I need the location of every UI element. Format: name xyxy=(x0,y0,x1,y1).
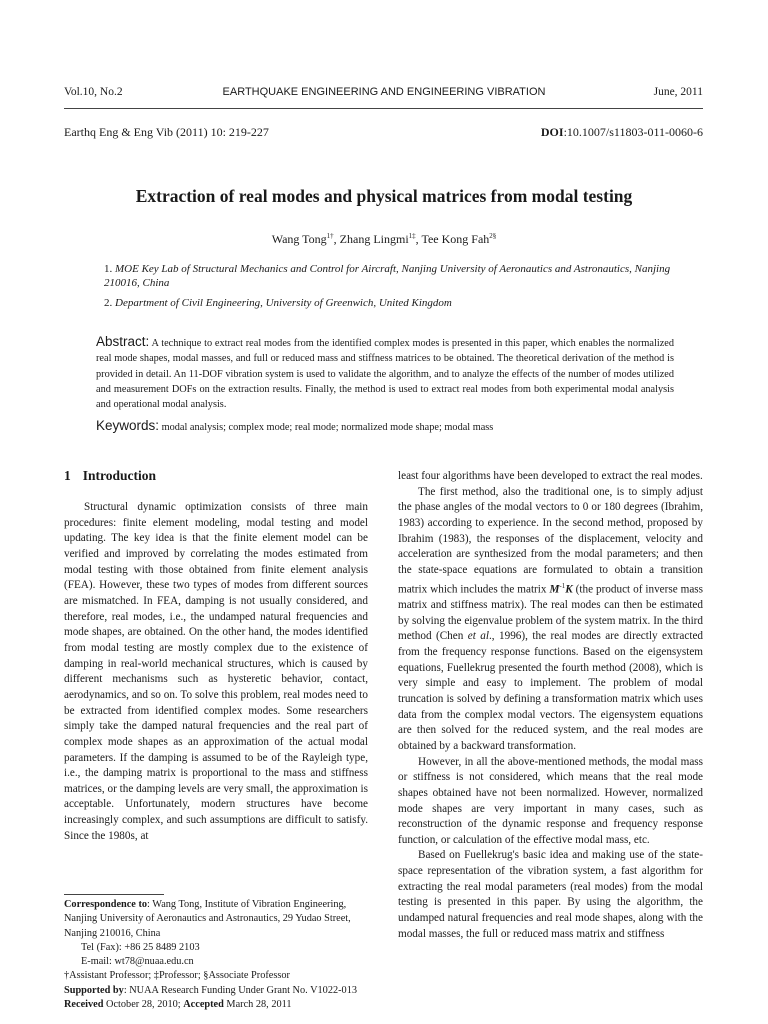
affiliation-text: Department of Civil Engineering, University of Greenwich, United Kingdom xyxy=(115,297,452,309)
tel: Tel (Fax): +86 25 8489 2103 xyxy=(81,941,200,953)
correspondence-text: : Wang Tong, Institute of Vibration Engineering, Nanjing University of Aeronautics and Astronautics, 29 Yudao Street, Nanjing 210016, China xyxy=(64,899,351,939)
dates xyxy=(64,998,368,1012)
section-number: 1 xyxy=(64,468,71,483)
author-mark: 1† xyxy=(326,232,334,240)
funding-text: : NUAA Research Funding Under Grant No. V1022-013 xyxy=(123,984,357,996)
matrix-exponent: -1 xyxy=(559,581,566,590)
journal-volume: Vol.10, No.2 xyxy=(64,86,123,98)
paragraph: Structural dynamic optimization consists of three main procedures: finite element modeling, modal testing and model updating. The key idea is that the finite element model can be verified and improved by correlating the modes estimated from modal testing with those obtained from finite element analysis (FEA). However, these two types of modes from different sources are mismatched. In FEA, damping is not usually considered, and therefore, real modes, i.e., the undamped natural frequencies and mode shapes, are obtained. On the other hand, the modes identified from modal testing are mostly complex due to the existence of damping in real-world mechanical structures, which is caused by different mechanisms such as hysteretic behavior, contact, aerodynamics, and so on. To solve this problem, real modes need to be extracted from identified complex modes. Some researchers simply take the damped natural frequencies and the real part of complex mode shapes as an approximation of the actual modal parameters. If the damping is assumed to be of the Rayleigh type, i.e., the damping matrix is proportional to the mass and stiffness matrices, or the damping levels are very small, the approximation is acceptable. Unfortunately, modern structures have become increasingly complex, and such assumptions are difficult to satisfy. Since the 1980s, at xyxy=(64,501,368,842)
paper-title: Extraction of real modes and physical matrices from modal testing xyxy=(135,186,633,206)
header-rule xyxy=(64,108,703,109)
correspondence-label: Correspondence to xyxy=(64,899,148,910)
correspondence xyxy=(64,898,368,941)
author-name: Zhang Lingmi xyxy=(339,232,409,246)
paragraph: least four algorithms have been developed to extract the real modes. xyxy=(398,470,703,482)
citation: Earthq Eng & Eng Vib (2011) 10: 219-227 xyxy=(64,125,269,139)
left-column xyxy=(64,500,368,844)
accepted-date: March 28, 2011 xyxy=(223,999,292,1011)
keywords-label: Keywords: xyxy=(96,418,160,433)
keywords xyxy=(96,418,674,433)
keywords-text: modal analysis; complex mode; real mode; normalized mode shape; modal mass xyxy=(161,422,494,433)
matrix-m: M xyxy=(549,583,560,596)
accepted-label: Accepted xyxy=(183,999,224,1011)
funding-label: Supported by xyxy=(64,984,124,996)
affiliation-number: 1. xyxy=(104,263,113,275)
paragraph: Based on Fuellekrug's basic idea and making use of the state-space representation of the vibration system, a fast algorithm for extracting the real modal parameters (real modes) from the modal testing is presented in this paper. By using the algorithm, the undamped natural frequencies and real mode shapes, along with the modal masses, the full or reduced mass matrix and stiffness xyxy=(398,849,703,940)
matrix-k: K xyxy=(565,583,573,596)
text-run: The first method, also the traditional one, is to simply adjust the phase angles of the modal vectors to 0 or 180 degrees (Ibrahim, 1983) according to experience. In the second method, proposed by Ibrahim (1983), the responses of the displacement, velocity and acceleration are synthesized from the modal parameters; and then the state-space equations are formulated to obtain a transition matrix which includes the matrix xyxy=(398,485,703,596)
doi-value[interactable]: :10.1007/s11803-011-0060-6 xyxy=(563,125,703,139)
author-mark: 2§ xyxy=(489,232,497,240)
paragraph: However, in all the above-mentioned methods, the modal mass or stiffness is not considered, which means that the real mode shapes obtained have not been normalized. However, normalized mode shapes are very important in many cases, such as reconstruction of the dynamic response and frequency response function, or calculation of the effective modal mass, etc. xyxy=(398,755,703,846)
footnote-rule xyxy=(64,894,164,895)
journal-date: June, 2011 xyxy=(653,86,703,98)
text-run: ., 1996), the real modes are directly extracted from the frequency response functions. Based on the eigensystem equations, Fuellekrug presented the fourth method (2008), which is very simple and easy to implement. The problem of modal truncation is solved by defining a transformation matrix which uses data from the complex modal vectors. The eigensystem equations are then solved for the reduced system, and the real modes are obtained by a backward transformation. xyxy=(398,630,704,752)
section-title: Introduction xyxy=(82,468,157,483)
author-mark: 1‡ xyxy=(408,232,416,240)
author-list: Wang Tong$^{1\dagger}$, Zhang Lingmi$^{1\ddagger}$, Tee Kong Fah$^{2\S}$ xyxy=(271,232,497,246)
affiliation-2 xyxy=(104,296,684,310)
received-date: October 28, 2010; xyxy=(103,999,184,1011)
doi-label: DOI xyxy=(540,125,564,139)
affiliation-number: 2. xyxy=(104,297,113,309)
abstract xyxy=(96,334,674,412)
right-column xyxy=(398,469,703,942)
author-name: Wang Tong xyxy=(271,232,327,246)
email[interactable]: E-mail: wt78@nuaa.edu.cn xyxy=(81,956,194,968)
journal-name: EARTHQUAKE ENGINEERING AND ENGINEERING VIBRATION xyxy=(222,86,546,98)
abstract-text: A technique to extract real modes from the identified complex modes is presented in this paper, which enables the normalized real mode shapes, modal masses, and full or reduced mass and stiffness matrices to be obtained. The theoretical derivation of the method is provided in detail. An 11-DOF vibration system is used to validate the algorithm, and to analyze the effects of the number of modes utilized and measurement DOFs on the extraction results. Finally, the method is used to extract real modes from both experimental modal analysis and operational modal analysis. xyxy=(96,338,674,411)
affiliation-1 xyxy=(104,262,684,290)
author-positions: †Assistant Professor; ‡Professor; §Associate Professor xyxy=(64,970,290,982)
doi xyxy=(541,125,703,140)
text-run: (the product of inverse mass matrix and stiffness matrix). The real modes can then be estimated by solving the eigenvalue problem of the system matrix. In the third method (Chen xyxy=(398,583,703,643)
affiliation-text: MOE Key Lab of Structural Mechanics and Control for Aircraft, Nanjing University of Aeronautics and Astronautics, Nanjing 210016, China xyxy=(104,263,671,289)
funding xyxy=(64,984,368,998)
abstract-label: Abstract: xyxy=(96,334,150,349)
section-heading xyxy=(64,468,156,484)
et-al: et al xyxy=(467,630,489,643)
author-name: Tee Kong Fah xyxy=(421,232,490,246)
footnotes xyxy=(64,898,368,1012)
paragraph xyxy=(398,485,703,755)
received-label: Received xyxy=(64,999,104,1011)
